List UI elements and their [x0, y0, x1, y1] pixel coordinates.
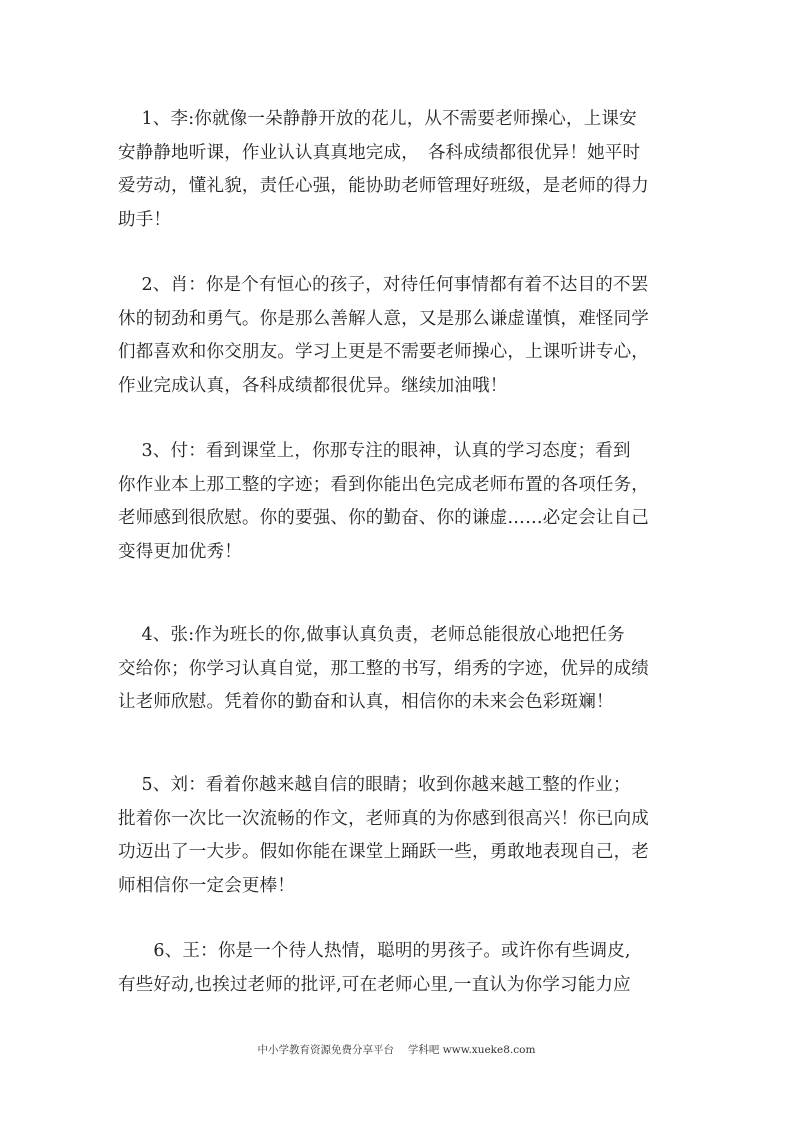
- text-line: 4、张:作为班长的你,做事认真负责，老师总能很放心地把任务: [118, 625, 625, 645]
- comment-paragraph-5: [118, 769, 676, 903]
- text-line: 让老师欣慰。凭着你的勤奋和认真，相信你的未来会色彩斑斓！: [118, 692, 614, 712]
- comment-paragraph-1: [118, 103, 676, 237]
- text-line: 休的韧劲和勇气。你是那么善解人意，又是那么谦虚谨慎，难怪同学: [118, 308, 649, 329]
- text-line: 6、王：你是一个待人热情，聪明的男孩子。或许你有些调皮,: [118, 941, 631, 961]
- text-line: 批着你一次比一次流畅的作文，老师真的为你感到很高兴！你已向成: [118, 808, 649, 829]
- text-line: 5、刘：看着你越来越自信的眼睛；收到你越来越工整的作业；: [118, 775, 631, 795]
- comment-paragraph-6: [118, 935, 676, 1002]
- page-footer: 中小学教育资源免费分享平台 学科吧 www.xueke8.com: [257, 1044, 536, 1056]
- text-line: 作业完成认真，各科成绩都很优异。继续加油哦！: [118, 375, 508, 396]
- text-line: 安静静地听课，作业认认真真地完成， 各科成绩都很优异！她平时: [118, 142, 641, 163]
- text-line: 变得更加优秀！: [118, 541, 242, 562]
- text-line: 有些好动,也挨过老师的批评,可在老师心里,一直认为你学习能力应: [118, 974, 631, 995]
- text-line: 你作业本上那工整的字迹；看到你能出色完成老师布置的各项任务，: [118, 474, 649, 495]
- text-line: 交给你；你学习认真自觉，那工整的书写，绢秀的字迹，优异的成绩: [118, 658, 649, 679]
- comment-paragraph-3: [118, 435, 676, 569]
- text-line: 功迈出了一大步。假如你能在课堂上踊跃一些，勇敢地表现自己，老: [118, 842, 649, 862]
- text-line: 3、付：看到课堂上，你那专注的眼神，认真的学习态度；看到: [118, 441, 631, 461]
- text-line: 老师感到很欣慰。你的要强、你的勤奋、你的谦虚……必定会让自己: [118, 508, 649, 528]
- comment-paragraph-4: [118, 619, 676, 720]
- text-line: 助手！: [118, 209, 172, 230]
- text-line: 1、李:你就像一朵静静开放的花儿，从不需要老师操心，上课安: [118, 109, 637, 129]
- text-line: 2、肖：你是个有恒心的孩子，对待任何事情都有着不达目的不罢: [118, 275, 649, 295]
- text-line: 师相信你一定会更棒！: [118, 875, 295, 896]
- text-line: 们都喜欢和你交朋友。学习上更是不需要老师操心，上课听讲专心，: [118, 342, 649, 362]
- text-line: 爱劳动，懂礼貌，责任心强，能协助老师管理好班级，是老师的得力: [118, 176, 649, 196]
- comment-paragraph-2: [118, 269, 676, 403]
